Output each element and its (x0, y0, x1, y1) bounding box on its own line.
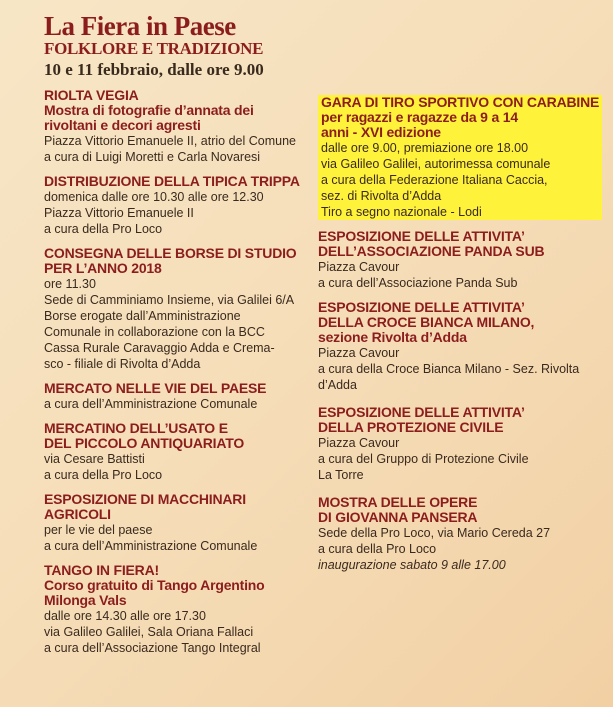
event-title: MERCATO NELLE VIE DEL PAESE (44, 380, 267, 396)
highlighted-event (318, 95, 603, 221)
event-dates: 10 e 11 febbraio, dalle ore 9.00 (44, 60, 264, 79)
event-detail: a cura di Luigi Moretti e Carla Novaresi (44, 150, 261, 164)
event-detail: a cura dell’Amministrazione Comunale (44, 397, 258, 411)
event-item (44, 88, 314, 165)
event-title: ESPOSIZIONE DELLE ATTIVITA’ (318, 228, 525, 244)
event-detail: Piazza Cavour (318, 436, 400, 450)
event-title: DISTRIBUZIONE DELLA TIPICA TRIPPA (44, 173, 300, 189)
event-title: Corso gratuito di Tango Argentino (44, 577, 265, 593)
event-title: RIOLTA VEGIA (44, 87, 139, 103)
event-detail: via Galileo Galilei, autorimessa comunale (321, 157, 551, 171)
event-item (44, 381, 314, 412)
event-title: TANGO IN FIERA! (44, 562, 159, 578)
event-title: ESPOSIZIONE DELLE ATTIVITA’ (318, 404, 525, 420)
event-title: DELL’ASSOCIAZIONE PANDA SUB (318, 243, 545, 259)
event-title: Mostra di fotografie d’annata dei (44, 102, 254, 118)
event-detail: Sede di Camminiamo Insieme, via Galilei 6/A (44, 293, 295, 307)
event-detail: dalle ore 14.30 alle ore 17.30 (44, 609, 206, 623)
event-title: PER L’ANNO 2018 (44, 260, 162, 276)
event-detail: sco - filiale di Rivolta d’Adda (44, 357, 201, 371)
event-detail: dalle ore 9.00, premiazione ore 18.00 (321, 141, 529, 155)
event-detail: a cura della Croce Bianca Milano - Sez. Rivolta (318, 362, 580, 376)
event-title: DEL PICCOLO ANTIQUARIATO (44, 435, 245, 451)
event-title: MERCATINO DELL’USATO E (44, 420, 228, 436)
event-title: DELLA PROTEZIONE CIVILE (318, 419, 504, 435)
event-note: inaugurazione sabato 9 alle 17.00 (318, 558, 506, 572)
event-detail: Piazza Vittorio Emanuele II, atrio del Comune (44, 134, 296, 148)
event-title: DI GIOVANNA PANSERA (318, 509, 478, 525)
page-title: La Fiera in Paese (44, 11, 236, 41)
event-item (44, 563, 314, 656)
event-title: per ragazzi e ragazze da 9 a 14 (321, 109, 518, 125)
event-title: Milonga Vals (44, 592, 127, 608)
event-item (318, 495, 603, 573)
event-detail: a cura della Pro Loco (44, 468, 163, 482)
event-title: sezione Rivolta d’Adda (318, 329, 467, 345)
event-title: rivoltani e decori agresti (44, 117, 201, 133)
event-item (318, 300, 603, 393)
event-detail: a cura dell’Associazione Panda Sub (318, 276, 518, 290)
event-detail: La Torre (318, 468, 364, 482)
event-title: anni - XVI edizione (321, 124, 441, 140)
event-detail: Piazza Cavour (318, 346, 400, 360)
event-item (44, 246, 314, 372)
event-detail: Comunale in collaborazione con la BCC (44, 325, 265, 339)
right-column (318, 95, 603, 573)
event-detail: a cura della Pro Loco (318, 542, 437, 556)
event-detail: a cura del Gruppo di Protezione Civile (318, 452, 529, 466)
event-item (318, 405, 603, 483)
event-title: ESPOSIZIONE DELLE ATTIVITA’ (318, 299, 525, 315)
page-subtitle: FOLKLORE E TRADIZIONE (44, 39, 264, 58)
event-detail: a cura della Federazione Italiana Caccia, (321, 173, 548, 187)
header (44, 12, 264, 80)
event-detail: Cassa Rurale Caravaggio Adda e Crema- (44, 341, 275, 355)
event-detail: ore 11.30 (44, 277, 96, 291)
highlight-box (318, 95, 602, 220)
right-events (318, 229, 603, 573)
event-detail: Piazza Cavour (318, 260, 400, 274)
event-title: AGRICOLI (44, 506, 111, 522)
event-detail: sez. di Rivolta d’Adda (321, 189, 442, 203)
event-title: DELLA CROCE BIANCA MILANO, (318, 314, 535, 330)
event-detail: via Galileo Galilei, Sala Oriana Fallaci (44, 625, 254, 639)
left-column (44, 88, 314, 656)
event-detail: a cura dell’Associazione Tango Integral (44, 641, 261, 655)
event-title: MOSTRA DELLE OPERE (318, 494, 478, 510)
event-item (44, 174, 314, 237)
event-detail: Tiro a segno nazionale - Lodi (321, 205, 482, 219)
event-item (44, 421, 314, 483)
event-title: ESPOSIZIONE DI MACCHINARI (44, 491, 246, 507)
event-detail: a cura dell’Amministrazione Comunale (44, 539, 258, 553)
event-title: CONSEGNA DELLE BORSE DI STUDIO (44, 245, 297, 261)
event-detail: d’Adda (318, 378, 357, 392)
event-detail: per le vie del paese (44, 523, 153, 537)
event-detail: Borse erogate dall’Amministrazione (44, 309, 241, 323)
event-item (318, 229, 603, 291)
event-item (44, 492, 314, 554)
event-detail: Sede della Pro Loco, via Mario Cereda 27 (318, 526, 551, 540)
event-detail: a cura della Pro Loco (44, 222, 163, 236)
event-detail: via Cesare Battisti (44, 452, 145, 466)
event-detail: domenica dalle ore 10.30 alle ore 12.30 (44, 190, 264, 204)
event-title: GARA DI TIRO SPORTIVO CON CARABINE (321, 94, 600, 110)
event-detail: Piazza Vittorio Emanuele II (44, 206, 194, 220)
